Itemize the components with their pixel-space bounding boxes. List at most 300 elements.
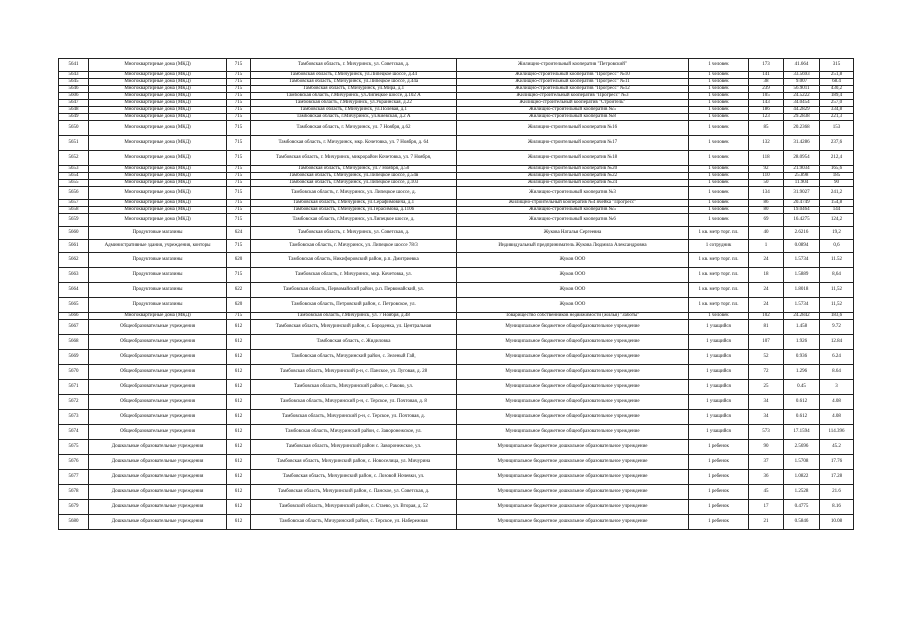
category-code-cell: 715: [227, 136, 251, 151]
annual-volume-cell: 0.612: [784, 410, 820, 425]
category-code-cell: 715: [227, 268, 251, 283]
unit-cell: 1 кв. метр торг. пл.: [689, 283, 749, 298]
row-id-cell: 5659: [59, 214, 89, 227]
object-type-cell: Общеобразовательные учреждения: [89, 350, 227, 365]
annual-mass-cell: 251,8: [820, 72, 854, 79]
annual-mass-cell: 430,2: [820, 86, 854, 93]
table-row: [59, 283, 854, 298]
annual-mass-cell: 4.08: [820, 395, 854, 410]
annual-mass-cell: 221,3: [820, 114, 854, 121]
annual-volume-cell: 24.2842: [784, 313, 820, 320]
unit-cell: 1 человек: [689, 59, 749, 72]
organization-name-cell: Муниципальное бюджетное дошкольное образовательное учреждение: [457, 515, 689, 530]
organization-name-cell: Муниципальное бюджетное дошкольное образовательное учреждение: [457, 485, 689, 500]
organization-name-cell: Жилищно-строительный кооператив №20: [457, 166, 689, 173]
address-cell: Тамбовская область, г.Мичуринск, ул.Липецкое шоссе, д.103: [251, 180, 457, 187]
unit-cell: 1 человек: [689, 93, 749, 100]
table-row: [59, 121, 854, 136]
category-code-cell: 715: [227, 121, 251, 136]
address-cell: Тамбовская область, г. Мичуринск, мкр. Кочетовка, ул.: [251, 268, 457, 283]
object-type-cell: Многоквартирные дома (МКД): [89, 136, 227, 151]
object-type-cell: Многоквартирные дома (МКД): [89, 72, 227, 79]
unit-cell: 1 учащийся: [689, 320, 749, 335]
category-code-cell: 612: [227, 380, 251, 395]
category-code-cell: 715: [227, 107, 251, 114]
table-row: [59, 93, 854, 100]
annual-mass-cell: 185: [820, 173, 854, 180]
table-row: [59, 425, 854, 440]
organization-name-cell: Жилищно-строительный кооператив №8: [457, 114, 689, 121]
unit-cell: 1 человек: [689, 313, 749, 320]
category-code-cell: 715: [227, 180, 251, 187]
object-type-cell: Дошкольные образовательные учреждения: [89, 515, 227, 530]
annual-volume-cell: 1.296: [784, 365, 820, 380]
annual-mass-cell: 8.16: [820, 500, 854, 515]
quantity-cell: 81: [749, 320, 784, 335]
annual-mass-cell: 315: [820, 59, 854, 72]
object-type-cell: Продуктовые магазины: [89, 268, 227, 283]
object-type-cell: Общеобразовательные учреждения: [89, 320, 227, 335]
quantity-cell: 50: [749, 180, 784, 187]
address-cell: Тамбовская область, Мичуринский район с. Заворонежское, ул.: [251, 440, 457, 455]
row-id-cell: 5675: [59, 440, 89, 455]
address-cell: Тамбовская область, г.Мичуринск, ул.Полевая, д.1: [251, 107, 457, 114]
annual-mass-cell: 8,64: [820, 268, 854, 283]
quantity-cell: 36: [749, 470, 784, 485]
annual-mass-cell: 17.76: [820, 455, 854, 470]
category-code-cell: 715: [227, 240, 251, 253]
row-id-cell: 5650: [59, 121, 89, 136]
table-row: [59, 227, 854, 240]
row-id-cell: 5656: [59, 187, 89, 200]
annual-mass-cell: 68.4: [820, 79, 854, 86]
table-row: [59, 500, 854, 515]
address-cell: Тамбовская область, Мичуринский район, с. Панское, ул. Советская, д.: [251, 485, 457, 500]
organization-name-cell: Жукова Наталья Сергеевна: [457, 227, 689, 240]
row-id-cell: 5652: [59, 151, 89, 166]
table-row: [59, 455, 854, 470]
annual-mass-cell: 0,6: [820, 240, 854, 253]
address-cell: Тамбовская область, г. Мичуринск, ул. Липецкое шоссе 78/3: [251, 240, 457, 253]
unit-cell: 1 кв. метр торг. пл.: [689, 298, 749, 313]
quantity-cell: 21: [749, 515, 784, 530]
annual-volume-cell: 0.0894: [784, 240, 820, 253]
annual-volume-cell: 24.5222: [784, 93, 820, 100]
annual-mass-cell: 257,0: [820, 100, 854, 107]
annual-volume-cell: 1.5889: [784, 268, 820, 283]
unit-cell: 1 сотрудник: [689, 240, 749, 253]
organization-name-cell: Жуков ООО: [457, 268, 689, 283]
address-cell: Тамбовская область, Мичуринский район, с. Новоселица, ул. Мичурина: [251, 455, 457, 470]
object-type-cell: Общеобразовательные учреждения: [89, 425, 227, 440]
row-id-cell: 5677: [59, 470, 89, 485]
organization-name-cell: Жилищно-строительный кооператив "Прогресс" №10: [457, 72, 689, 79]
quantity-cell: 86: [749, 200, 784, 207]
unit-cell: 1 человек: [689, 79, 749, 86]
organization-name-cell: Жилищно-строительный кооператив №3: [457, 187, 689, 200]
object-type-cell: Общеобразовательные учреждения: [89, 410, 227, 425]
table-row: [59, 313, 854, 320]
object-type-cell: Многоквартирные дома (МКД): [89, 93, 227, 100]
row-id-cell: 5680: [59, 515, 89, 530]
annual-mass-cell: 11,52: [820, 298, 854, 313]
unit-cell: 1 ребенок: [689, 500, 749, 515]
quantity-cell: 107: [749, 335, 784, 350]
annual-volume-cell: 2.5696: [784, 440, 820, 455]
annual-volume-cell: 1.0822: [784, 470, 820, 485]
annual-mass-cell: 237,6: [820, 136, 854, 151]
table-row: [59, 410, 854, 425]
organization-name-cell: Жилищно-строительный кооператив №4 ячейка "Прогресс": [457, 200, 689, 207]
address-cell: Тамбовская область, г.Мичуринск, ул.Липецкое шоссе, д.44: [251, 72, 457, 79]
annual-volume-cell: 1.8018: [784, 283, 820, 298]
object-type-cell: Многоквартирные дома (МКД): [89, 86, 227, 93]
annual-mass-cell: 183,6: [820, 313, 854, 320]
object-type-cell: Многоквартирные дома (МКД): [89, 173, 227, 180]
row-id-cell: 5653: [59, 166, 89, 173]
unit-cell: 1 ребенок: [689, 515, 749, 530]
object-type-cell: Многоквартирные дома (МКД): [89, 166, 227, 173]
annual-volume-cell: 44.2829: [784, 107, 820, 114]
organization-name-cell: Жилищно-строительный кооператив "Строитель": [457, 100, 689, 107]
row-id-cell: 5661: [59, 240, 89, 253]
table-row: [59, 440, 854, 455]
unit-cell: 1 кв. метр торг. пл.: [689, 268, 749, 283]
row-id-cell: 5655: [59, 180, 89, 187]
annual-volume-cell: 29.2838: [784, 114, 820, 121]
organization-name-cell: Жилищно-строительный кооператив "Прогресс" №12: [457, 86, 689, 93]
annual-mass-cell: 153: [820, 121, 854, 136]
address-cell: Тамбовская область, г.Мичуринск, ул.Киевская, д.2 А: [251, 114, 457, 121]
address-cell: Тамбовская область, г.Мичуринск, ул.Серафимовича, д.1: [251, 200, 457, 207]
quantity-cell: 92: [749, 166, 784, 173]
row-id-cell: 5666: [59, 313, 89, 320]
address-cell: Тамбовская область, г.Мичуринск, ул.Липецкое шоссе, д.44а: [251, 79, 457, 86]
object-type-cell: Административные здания, учреждения, конторы: [89, 240, 227, 253]
organization-name-cell: Муниципальное бюджетное дошкольное образовательное учреждение: [457, 500, 689, 515]
object-type-cell: Многоквартирные дома (МКД): [89, 114, 227, 121]
annual-mass-cell: 6.24: [820, 350, 854, 365]
object-type-cell: Продуктовые магазины: [89, 283, 227, 298]
annual-mass-cell: 45.2: [820, 440, 854, 455]
address-cell: Тамбовская область, г.Мичуринск, ул.Мира, д.1: [251, 86, 457, 93]
annual-volume-cell: 31.4286: [784, 136, 820, 151]
annual-mass-cell: 334,8: [820, 107, 854, 114]
table-row: [59, 187, 854, 200]
category-code-cell: 622: [227, 283, 251, 298]
quantity-cell: 239: [749, 86, 784, 93]
quantity-cell: 24: [749, 283, 784, 298]
quantity-cell: 38: [749, 79, 784, 86]
address-cell: Тамбовская область, Мичуринский район, с. Бороденка, ул. Центральная: [251, 320, 457, 335]
row-id-cell: 5657: [59, 200, 89, 207]
row-id-cell: 5665: [59, 298, 89, 313]
category-code-cell: 715: [227, 200, 251, 207]
row-id-cell: 5658: [59, 207, 89, 214]
table-row: [59, 136, 854, 151]
unit-cell: 1 человек: [689, 86, 749, 93]
category-code-cell: 715: [227, 214, 251, 227]
annual-volume-cell: 25.898: [784, 173, 820, 180]
annual-volume-cell: 9.007: [784, 79, 820, 86]
annual-volume-cell: 1.5734: [784, 298, 820, 313]
annual-mass-cell: 212,4: [820, 151, 854, 166]
category-code-cell: 612: [227, 320, 251, 335]
table-row: [59, 114, 854, 121]
row-id-cell: 5648: [59, 107, 89, 114]
object-type-cell: Общеобразовательные учреждения: [89, 335, 227, 350]
organization-name-cell: Жилищно-строительный кооператив "Петровский": [457, 59, 689, 72]
unit-cell: 1 человек: [689, 136, 749, 151]
table-row: [59, 100, 854, 107]
unit-cell: 1 учащийся: [689, 410, 749, 425]
unit-cell: 1 человек: [689, 151, 749, 166]
unit-cell: 1 человек: [689, 72, 749, 79]
address-cell: Тамбовская область, г. Мичуринск, ул. Липецкое шоссе, д.: [251, 187, 457, 200]
organization-name-cell: Муниципальное бюджетное дошкольное образовательное учреждение: [457, 455, 689, 470]
quantity-cell: 143: [749, 100, 784, 107]
quantity-cell: 173: [749, 59, 784, 72]
unit-cell: 1 учащийся: [689, 365, 749, 380]
object-type-cell: Дошкольные образовательные учреждения: [89, 440, 227, 455]
address-cell: Тамбовская область, г.Мичуринск, ул.Липецкое шоссе, д.102 А: [251, 93, 457, 100]
unit-cell: 1 человек: [689, 166, 749, 173]
annual-volume-cell: 56.9011: [784, 86, 820, 93]
organization-name-cell: Муниципальное бюджетное общеобразовательное учреждение: [457, 425, 689, 440]
address-cell: Тамбовская область, Мичуринский район, с. Зеленый Гай,: [251, 350, 457, 365]
table-row: [59, 166, 854, 173]
unit-cell: 1 человек: [689, 200, 749, 207]
unit-cell: 1 человек: [689, 214, 749, 227]
category-code-cell: 715: [227, 100, 251, 107]
annual-mass-cell: 17.28: [820, 470, 854, 485]
address-cell: Тамбовская область, Мичуринский район, с. Заворонежское, ул.: [251, 425, 457, 440]
address-cell: Тамбовская область, г.Мичуринск, ул.Липецкое шоссе, д.54в: [251, 173, 457, 180]
category-code-cell: 715: [227, 187, 251, 200]
table-row: [59, 72, 854, 79]
annual-volume-cell: 2.6216: [784, 227, 820, 240]
annual-mass-cell: 90: [820, 180, 854, 187]
address-cell: Тамбовская область, Мичуринский район, с. Раково, ул.: [251, 380, 457, 395]
quantity-cell: 1: [749, 240, 784, 253]
annual-mass-cell: 19,2: [820, 227, 854, 240]
unit-cell: 1 человек: [689, 107, 749, 114]
object-type-cell: Многоквартирные дома (МКД): [89, 107, 227, 114]
unit-cell: 1 ребенок: [689, 455, 749, 470]
object-type-cell: Многоквартирные дома (МКД): [89, 121, 227, 136]
unit-cell: 1 человек: [689, 180, 749, 187]
row-id-cell: 5606: [59, 93, 89, 100]
row-id-cell: 5674: [59, 425, 89, 440]
table-row: [59, 470, 854, 485]
organization-name-cell: Жилищно-строительный кооператив "Прогресс" №11: [457, 79, 689, 86]
table-row: [59, 79, 854, 86]
quantity-cell: 69: [749, 214, 784, 227]
table-row: [59, 86, 854, 93]
category-code-cell: 715: [227, 86, 251, 93]
quantity-cell: 123: [749, 114, 784, 121]
annual-volume-cell: 0.5846: [784, 515, 820, 530]
quantity-cell: 102: [749, 313, 784, 320]
category-code-cell: 620: [227, 298, 251, 313]
unit-cell: 1 учащийся: [689, 395, 749, 410]
category-code-cell: 715: [227, 313, 251, 320]
category-code-cell: 612: [227, 470, 251, 485]
annual-volume-cell: 34.0454: [784, 100, 820, 107]
object-type-cell: Многоквартирные дома (МКД): [89, 180, 227, 187]
category-code-cell: 612: [227, 365, 251, 380]
quantity-cell: 52: [749, 350, 784, 365]
quantity-cell: 40: [749, 227, 784, 240]
address-cell: Тамбовская область, Мичуринский р-н, с. Терское, ул. Почтовая, д. 8: [251, 395, 457, 410]
address-cell: Тамбовская область, г. Мичуринск, ул. 7 Ноября, д.62: [251, 121, 457, 136]
unit-cell: 1 кв. метр торг. пл.: [689, 253, 749, 268]
table-row: [59, 151, 854, 166]
row-id-cell: 5669: [59, 350, 89, 365]
address-cell: Тамбовская область, Мичуринский район, с. Лозовой Ночевки, ул.: [251, 470, 457, 485]
annual-volume-cell: 1.458: [784, 320, 820, 335]
annual-volume-cell: 20.4749: [784, 200, 820, 207]
address-cell: Тамбовская область, г.Мичуринск, ул.Украинская, д.22: [251, 100, 457, 107]
row-id-cell: 5673: [59, 410, 89, 425]
category-code-cell: 612: [227, 395, 251, 410]
organization-name-cell: Муниципальное бюджетное общеобразовательное учреждение: [457, 335, 689, 350]
quantity-cell: 34: [749, 395, 784, 410]
object-type-cell: Многоквартирные дома (МКД): [89, 59, 227, 72]
row-id-cell: 5641: [59, 59, 89, 72]
row-id-cell: 5672: [59, 395, 89, 410]
annual-volume-cell: 33.5693: [784, 72, 820, 79]
category-code-cell: 715: [227, 93, 251, 100]
quantity-cell: 45: [749, 485, 784, 500]
object-type-cell: Многоквартирные дома (МКД): [89, 79, 227, 86]
address-cell: Тамбовская область, Никифоровский район, р.п. Дмитриевка: [251, 253, 457, 268]
organization-name-cell: Жилищно-строительный кооператив №22: [457, 173, 689, 180]
annual-volume-cell: 1.5708: [784, 455, 820, 470]
address-cell: Тамбовская область, Мичуринский район, с. Терское, ул. Набережная: [251, 515, 457, 530]
table-body: [59, 59, 854, 530]
quantity-cell: 85: [749, 121, 784, 136]
table-row: [59, 107, 854, 114]
category-code-cell: 620: [227, 253, 251, 268]
annual-volume-cell: 41.664: [784, 59, 820, 72]
unit-cell: 1 человек: [689, 100, 749, 107]
category-code-cell: 715: [227, 72, 251, 79]
organization-name-cell: Жилищно-строительный кооператив №5: [457, 107, 689, 114]
row-id-cell: 5660: [59, 227, 89, 240]
table-row: [59, 200, 854, 207]
table-row: [59, 335, 854, 350]
object-type-cell: Дошкольные образовательные учреждения: [89, 500, 227, 515]
organization-name-cell: Муниципальное бюджетное общеобразовательное учреждение: [457, 350, 689, 365]
object-type-cell: Продуктовые магазины: [89, 227, 227, 240]
row-id-cell: 5649: [59, 114, 89, 121]
annual-mass-cell: 114.396: [820, 425, 854, 440]
row-id-cell: 5647: [59, 100, 89, 107]
address-cell: Тамбовская область, г. Мичуринск, микрорайон Кочетовка, ул. 7 Ноября,: [251, 151, 457, 166]
quantity-cell: 17: [749, 500, 784, 515]
row-id-cell: 5671: [59, 380, 89, 395]
quantity-cell: 18: [749, 268, 784, 283]
unit-cell: 1 ребенок: [689, 485, 749, 500]
annual-volume-cell: 31.9027: [784, 187, 820, 200]
annual-mass-cell: 144: [820, 207, 854, 214]
organization-name-cell: Жилищно-строительный кооператив №6: [457, 214, 689, 227]
organization-name-cell: Жилищно-строительный кооператив №24: [457, 180, 689, 187]
category-code-cell: 715: [227, 207, 251, 214]
object-type-cell: Общеобразовательные учреждения: [89, 365, 227, 380]
quantity-cell: 134: [749, 187, 784, 200]
table-row: [59, 350, 854, 365]
organization-name-cell: Товарищество собственников недвижимости (жилья) "Заботы": [457, 313, 689, 320]
category-code-cell: 715: [227, 114, 251, 121]
document-page: [58, 58, 853, 530]
unit-cell: 1 учащийся: [689, 425, 749, 440]
row-id-cell: 5679: [59, 500, 89, 515]
quantity-cell: 34: [749, 410, 784, 425]
address-cell: Тамбовская область, с. Жидиловка: [251, 335, 457, 350]
address-cell: Тамбовская область, г.Мичуринск, ул.Герасимова, д.110б: [251, 207, 457, 214]
unit-cell: 1 человек: [689, 114, 749, 121]
unit-cell: 1 учащийся: [689, 335, 749, 350]
category-code-cell: 612: [227, 410, 251, 425]
quantity-cell: 72: [749, 365, 784, 380]
quantity-cell: 110: [749, 173, 784, 180]
row-id-cell: 5663: [59, 268, 89, 283]
annual-mass-cell: 10.08: [820, 515, 854, 530]
table-row: [59, 515, 854, 530]
annual-volume-cell: 21.9034: [784, 166, 820, 173]
annual-volume-cell: 1.5734: [784, 253, 820, 268]
address-cell: Тамбовская область, г.Мичуринск, ул. 7 Ноября, д.48: [251, 313, 457, 320]
quantity-cell: 80: [749, 207, 784, 214]
organization-name-cell: Муниципальное бюджетное общеобразовательное учреждение: [457, 320, 689, 335]
table-row: [59, 380, 854, 395]
annual-mass-cell: 21.6: [820, 485, 854, 500]
quantity-cell: 186: [749, 107, 784, 114]
table-row: [59, 253, 854, 268]
table-row: [59, 214, 854, 227]
category-code-cell: 715: [227, 173, 251, 180]
address-cell: Тамбовская область, г. Мичуринск, мкр. Кочетовка, ул. 7 Ноября, д. 64: [251, 136, 457, 151]
object-type-cell: Многоквартирные дома (МКД): [89, 207, 227, 214]
category-code-cell: 715: [227, 166, 251, 173]
unit-cell: 1 человек: [689, 207, 749, 214]
annual-mass-cell: 11,52: [820, 283, 854, 298]
object-type-cell: Общеобразовательные учреждения: [89, 380, 227, 395]
annual-mass-cell: 12.84: [820, 335, 854, 350]
category-code-cell: 715: [227, 79, 251, 86]
address-cell: Тамбовская область, г. Мичуринск, ул. Советская, д.: [251, 59, 457, 72]
unit-cell: 1 учащийся: [689, 380, 749, 395]
object-type-cell: Дошкольные образовательные учреждения: [89, 470, 227, 485]
organization-name-cell: Жилищно-строительный кооператив №17: [457, 136, 689, 151]
object-type-cell: Многоквартирные дома (МКД): [89, 214, 227, 227]
annual-volume-cell: 19.0464: [784, 207, 820, 214]
quantity-cell: 90: [749, 440, 784, 455]
object-type-cell: Продуктовые магазины: [89, 253, 227, 268]
row-id-cell: 5643: [59, 72, 89, 79]
organization-name-cell: Жуков ООО: [457, 298, 689, 313]
row-id-cell: 5667: [59, 320, 89, 335]
annual-volume-cell: 28.0954: [784, 151, 820, 166]
annual-volume-cell: 0.936: [784, 350, 820, 365]
row-id-cell: 5678: [59, 485, 89, 500]
quantity-cell: 24: [749, 253, 784, 268]
organization-name-cell: Индивидуальный предприниматель Жукова Людмила Александровна: [457, 240, 689, 253]
table-row: [59, 320, 854, 335]
row-id-cell: 5654: [59, 173, 89, 180]
